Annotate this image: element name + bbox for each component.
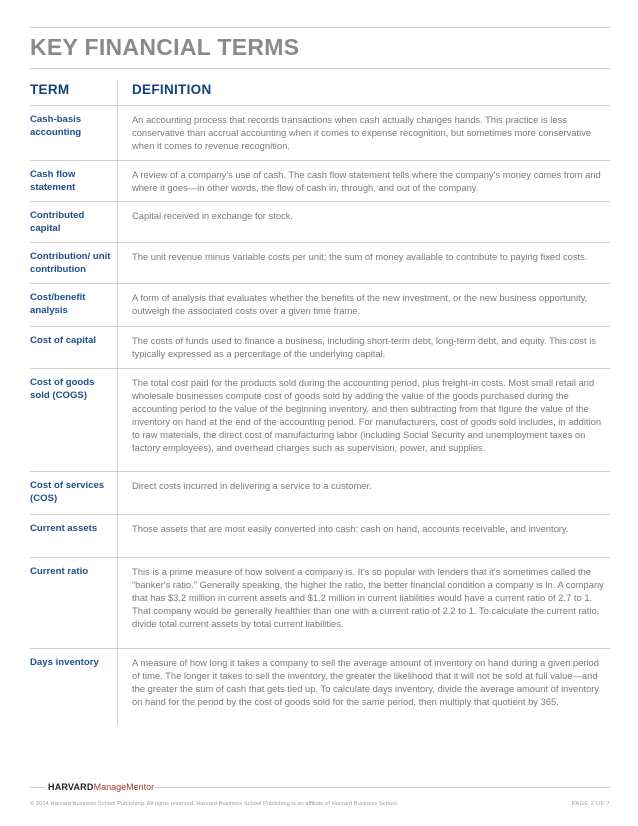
- definition-cell: The costs of funds used to finance a business, including short-term debt, long-term debt, and equity. This cost is typically expressed as a percentage of the underlying capital.: [132, 335, 596, 359]
- term-cell: Cost of goods sold (COGS): [30, 377, 95, 401]
- table-row: [30, 368, 610, 453]
- copyright-text: © 2014 Harvard Business School Publishing. All rights reserved. Harvard Business School Publishing is an affiliate of Harvard Business School.: [30, 801, 399, 807]
- harvard-managementor-logo: [46, 780, 156, 794]
- term-cell: Cash flow statement: [30, 169, 76, 193]
- table-row: [30, 201, 610, 234]
- column-divider: [117, 80, 118, 725]
- definition-cell: Capital received in exchange for stock.: [132, 210, 294, 221]
- top-rule: [30, 27, 610, 28]
- term-cell: Current assets: [30, 523, 98, 534]
- term-cell: Contribution/ unit contribution: [30, 251, 111, 275]
- definition-cell: A form of analysis that evaluates whether the benefits of the new investment, or the new business opportunity, outweigh the associated costs over a given time frame.: [132, 292, 588, 316]
- table-row: [30, 648, 610, 707]
- definition-cell: A measure of how long it takes a company to sell the average amount of inventory on hand during a given period of time. The longer it takes to sell the inventory, the greater the likelihood that it will not be sold at full value—and the greater the sum of cash that gets tied up. To calculate days inventory, divide the average amount of inventory on hand for the period by the cost of goods sold for the same period, then multiply that quotient by 365.: [132, 657, 600, 707]
- brand-harvard: HARVARD: [48, 782, 94, 792]
- term-cell: Cost of services (COS): [30, 480, 105, 504]
- table-row: [30, 471, 610, 504]
- definition-cell: A review of a company's use of cash. The cash flow statement tells where the company's money comes from and where it goes—in other words, the flow of cash in, through, and out of the company.: [132, 169, 601, 193]
- definition-cell: Those assets that are most easily converted into cash: cash on hand, accounts receivable, and inventory.: [132, 523, 569, 534]
- table-row: [30, 326, 610, 359]
- term-cell: Cash-basis accounting: [30, 114, 82, 138]
- term-cell: Contributed capital: [30, 210, 85, 234]
- term-column-header: TERM: [30, 82, 70, 97]
- title-rule: [30, 68, 610, 69]
- brand-product: ManageMentor: [93, 782, 155, 792]
- term-cell: Current ratio: [30, 566, 89, 577]
- table-row: [30, 105, 610, 151]
- table-row: [30, 242, 610, 275]
- definition-column-header: DEFINITION: [132, 82, 212, 97]
- definition-cell: An accounting process that records transactions when cash actually changes hands. This practice is less conservative than accrual accounting when it comes to expense recognition, but sometimes more conservative when it comes to revenue recognition.: [132, 114, 592, 151]
- table-row: [30, 557, 610, 629]
- page-number: PAGE 2 OF 7: [571, 801, 610, 807]
- page-title: KEY FINANCIAL TERMS: [30, 34, 300, 60]
- term-cell: Cost of capital: [30, 335, 97, 346]
- definition-cell: Direct costs incurred in delivering a service to a customer.: [132, 480, 372, 491]
- term-cell: Days inventory: [30, 657, 99, 668]
- table-row: [30, 514, 610, 534]
- term-cell: Cost/benefit analysis: [30, 292, 86, 316]
- table-row: [30, 283, 610, 316]
- definition-cell: The unit revenue minus variable costs per unit; the sum of money available to contribute to paying fixed costs.: [132, 251, 588, 262]
- table-row: [30, 160, 610, 193]
- definition-cell: The total cost paid for the products sold during the accounting period, plus freight-in costs. Most small retail and wholesale businesses compute cost of goods sold by adding the value of the goods purchased during the accounting period to the value of the beginning inventory, and then subtracting from that figure the value of the inventory on hand at the end of the accounting period. For manufacturers, cost of goods sold includes, in addition to raw materials, the direct cost of manufacturing labor (including Social Security and unemployment taxes on factory employees), and overhead charges such as supervision, power, and supplies.: [132, 377, 602, 453]
- definition-cell: This is a prime measure of how solvent a company is. It's so popular with lenders that it's sometimes called the “banker's ratio.” Generally speaking, the higher the ratio, the better financial condition a company is in. A company that has $3.2 million in current assets and $1.2 million in current liabilities would have a current ratio of 2.7 to 1. That company would be generally healthier than one with a current ratio of 2.2 to 1. To calculate the current ratio, divide total current assets by total current liabilities.: [132, 566, 604, 629]
